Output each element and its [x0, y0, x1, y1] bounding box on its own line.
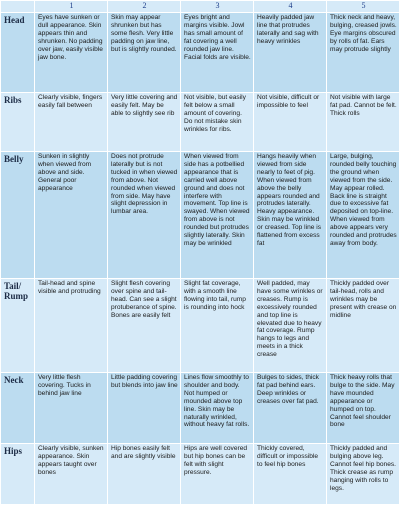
table-row-hips	[1, 444, 400, 505]
score-header: 3	[181, 1, 254, 13]
table-cell: Tail-head and spine visible and protruding	[35, 279, 108, 373]
table-cell: Lines flow smoothly to shoulder and body. Not humped or mounded above top line. Skin may be naturally wrinkled, without heavy fat rolls.	[181, 373, 254, 444]
table-cell: Does not protrude laterally but is not tucked in when viewed from above. Not rounded when viewed from side. May have slight depression in lumbar area.	[108, 152, 181, 279]
table-cell: Bulges to sides, thick fat pad behind ears. Deep wrinkles or creases over fat pad.	[254, 373, 327, 444]
table-row-belly	[1, 152, 400, 279]
header-row	[1, 1, 400, 13]
row-label: Tail/ Rump	[1, 279, 35, 373]
table-row-neck	[1, 373, 400, 444]
table-cell: Hip bones easily felt and are slightly visible	[108, 444, 181, 505]
table-cell: Slight flesh covering over spine and tail-head. Can see a slight protuberance of spine. Bones are easily felt	[108, 279, 181, 373]
table-cell: Eyes bright and margins visible. Jowl has small amount of fat covering a well rounded jaw line. Facial folds are visible.	[181, 13, 254, 93]
row-label: Belly	[1, 152, 35, 279]
table-cell: Heavily padded jaw line that protrudes laterally and sag with heavy wrinkles	[254, 13, 327, 93]
row-label: Head	[1, 13, 35, 93]
table-cell: Not visible with large fat pad. Cannot be felt. Thick rolls	[327, 93, 400, 152]
row-label: Ribs	[1, 93, 35, 152]
table-cell: Clearly visible, sunken appearance. Skin appears taught over bones	[35, 444, 108, 505]
table-cell: Thickly covered, difficult or impossible to feel hip bones	[254, 444, 327, 505]
table-cell: Slight fat coverage, with a smooth line flowing into tail, rump is rounding into hock	[181, 279, 254, 373]
table-cell: Very little flesh covering. Tucks in behind jaw line	[35, 373, 108, 444]
table-row-head	[1, 13, 400, 93]
table-cell: Hangs heavily when viewed from side nearly to feet of pig. When viewed from above the belly appears rounded and protrudes laterally. Heavy appearance. Skin may be wrinkled or creased. Top line is flattened from excess fat	[254, 152, 327, 279]
corner-cell	[1, 1, 35, 13]
score-header: 2	[108, 1, 181, 13]
table-cell: Thickly padded over tail-head, rolls and wrinkles may be present with crease on midline	[327, 279, 400, 373]
table-cell: Not visible, but easily felt below a small amount of covering. Do not mistake skin wrinkles for ribs.	[181, 93, 254, 152]
table-cell: Skin may appear shrunken but has some flesh. Very little padding on jaw line, but is slightly rounded.	[108, 13, 181, 93]
row-label: Hips	[1, 444, 35, 505]
table-row-tail-rump	[1, 279, 400, 373]
table-cell: Thick neck and heavy, bulging, creased jowls. Eye margins obscured by rolls of fat. Ears may protrude slightly	[327, 13, 400, 93]
table-cell: Sunken in slightly when viewed from above and side. General poor appearance	[35, 152, 108, 279]
table-cell: Well padded, may have some wrinkles or creases. Rump is excessively rounded and top line is elevated due to heavy fat coverage. Rump hangs to legs and meets in a thick crease	[254, 279, 327, 373]
table-cell: Clearly visible, fingers easily fall between	[35, 93, 108, 152]
row-label: Neck	[1, 373, 35, 444]
score-header: 5	[327, 1, 400, 13]
table-cell: Not visible, difficult or impossible to feel	[254, 93, 327, 152]
table-cell: Thickly padded and bulging above leg. Cannot feel hip bones. Thick crease as rump hanging with rolls to legs.	[327, 444, 400, 505]
table-cell: Hips are well covered but hip bones can be felt with slight pressure.	[181, 444, 254, 505]
table-cell: Eyes have sunken or dull appearance. Skin appears thin and shrunken. No padding over jaw, easily visible jaw bone.	[35, 13, 108, 93]
score-header: 4	[254, 1, 327, 13]
table-cell: Large, bulging, rounded belly touching the ground when viewed from the side. May appear rolled. Back line is straight due to excessive fat deposited on top-line. When viewed from above appears very rounded and protrudes away from body.	[327, 152, 400, 279]
table-cell: When viewed from side has a potbellied appearance that is carried well above ground and does not interfere with movement. Top line is swayed. When viewed from above is not rounded but protrudes slightly laterally. Skin may be wrinkled	[181, 152, 254, 279]
table-cell: Little padding covering but blends into jaw line	[108, 373, 181, 444]
table-cell: Very little covering and easily felt. May be able to slightly see rib	[108, 93, 181, 152]
table-row-ribs	[1, 93, 400, 152]
score-header: 1	[35, 1, 108, 13]
table-cell: Thick heavy rolls that bulge to the side. May have mounded appearance or humped on top. Cannot feel shoulder bone	[327, 373, 400, 444]
